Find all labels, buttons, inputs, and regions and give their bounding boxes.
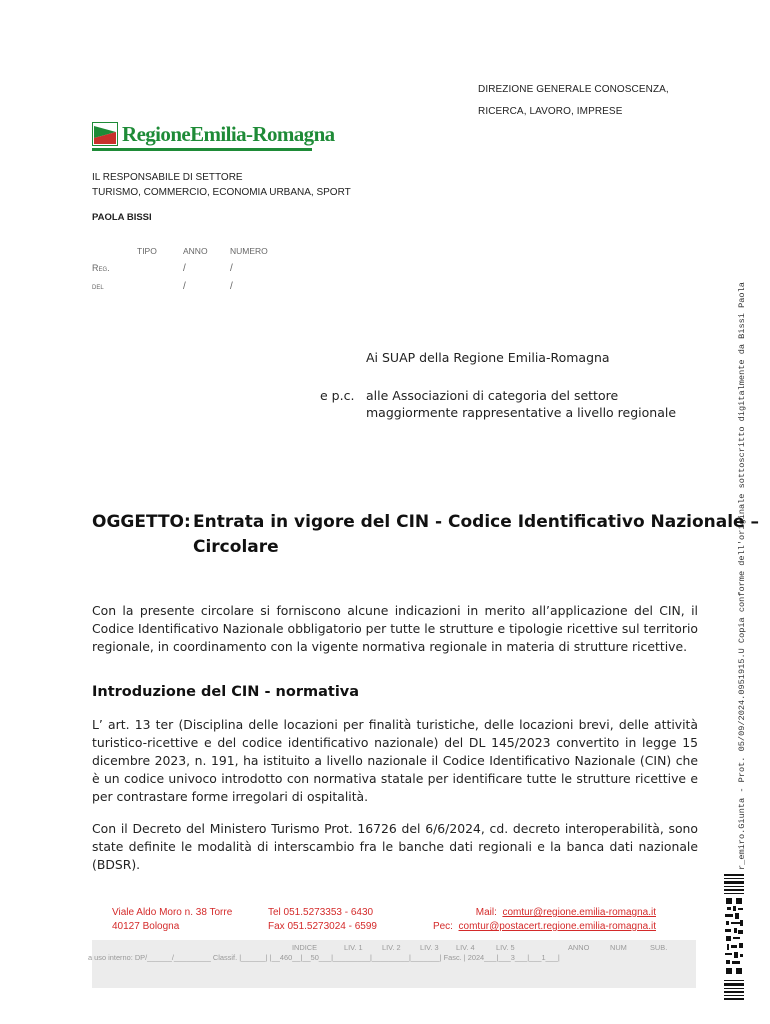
side-stamp-text: r_emiro.Giunta - Prot. 05/09/2024.0951915.U Copia conforme dell'originale sottoscritto digitalmente da Bissi Paola [737, 282, 747, 870]
footer-email [424, 906, 656, 934]
col-numero: NUMERO [230, 246, 268, 256]
mail-link[interactable]: comtur@regione.emilia-romagna.it [502, 907, 656, 918]
slash: / [183, 263, 186, 274]
footer-phone [268, 906, 377, 934]
hdr-liv5: LIV. 5 [496, 943, 515, 952]
fax-number: Fax 051.5273024 - 6599 [268, 921, 377, 932]
classification-row: a uso interno: DP/______/_________ Classif. |______| |__460__|__50___|_________|_________|_______| Fasc. | 2024___|___3___|___1___| [88, 953, 560, 962]
paragraph-normativa: L’ art. 13 ter (Disciplina delle locazioni per finalità turistiche, delle locazioni brevi, delle attività turistico-ricettive e del codice identificativo nazionale) del DL 145/2023 convertito in legge 15 dicembre 2023, n. 191, ha istituito a livello nazionale il Codice Identificativo Nazionale (CIN) che è un codice univoco introdotto con normativa statale per identificare tutte le strutture ricettive e per contrastare forme irregolari di ospitalità. [92, 717, 698, 804]
paragraph-intro: Con la presente circolare si forniscono alcune indicazioni in merito all’applicazione del CIN, il Codice Identificativo Nazionale obbligatorio per tutte le strutture e tipologie ricettive sul territorio regionale, in coordinamento con la vigente normativa regionale in materia di strutture ricettive. [92, 603, 698, 654]
pec-label: Pec: [432, 921, 453, 932]
paragraph-decreto: Con il Decreto del Ministero Turismo Prot. 16726 del 6/6/2024, cd. decreto interoperabilità, sono state definite le modalità di interscambio fra le banche dati regionali e la banca dati nazionale (BDSR). [92, 821, 698, 872]
cc-line-2: maggiormente rappresentative a livello regionale [366, 405, 677, 420]
department-header [478, 84, 669, 128]
slash: / [183, 281, 186, 292]
hdr-liv4: LIV. 4 [456, 943, 475, 952]
resp-line-2: TURISMO, COMMERCIO, ECONOMIA URBANA, SPORT [92, 187, 351, 198]
responsible-office [92, 170, 351, 200]
hdr-indice: INDICE [292, 943, 318, 952]
slash: / [230, 263, 233, 274]
subject-line-2: Circolare [193, 537, 279, 557]
tel-number: Tel 051.5273353 - 6430 [268, 907, 374, 918]
protocol-side-stamp [727, 190, 747, 870]
cc-line-1: alle Associazioni di categoria del settore [366, 388, 619, 403]
col-anno: ANNO [183, 246, 208, 256]
recipient-to: Ai SUAP della Regione Emilia-Romagna [366, 350, 610, 365]
address-line-1: Viale Aldo Moro n. 38 Torre [112, 907, 233, 918]
logo-text: RegioneEmilia-Romagna [122, 122, 335, 146]
hdr-anno: ANNO [568, 943, 590, 952]
signatory-name: PAOLA BISSI [92, 212, 152, 223]
cc-label: e p.c. [320, 388, 355, 403]
mail-label: Mail: [475, 907, 497, 918]
dept-line-1: DIREZIONE GENERALE CONOSCENZA, [478, 84, 669, 95]
section-heading: Introduzione del CIN - normativa [92, 684, 360, 700]
subject-label: OGGETTO: [92, 512, 191, 532]
col-tipo: TIPO [137, 246, 157, 256]
resp-line-1: IL RESPONSABILE DI SETTORE [92, 172, 243, 183]
footer-address [112, 906, 232, 934]
logo-underline [92, 148, 312, 151]
hdr-liv2: LIV. 2 [382, 943, 401, 952]
slash: / [230, 281, 233, 292]
classification-box [88, 940, 696, 988]
hdr-sub: SUB. [650, 943, 668, 952]
barcode-icon [724, 874, 744, 1000]
hdr-num: NUM [610, 943, 627, 952]
dept-line-2: RICERCA, LAVORO, IMPRESE [478, 106, 623, 117]
regione-logo [92, 120, 335, 152]
hdr-liv1: LIV. 1 [344, 943, 363, 952]
regione-emblem-icon [92, 122, 118, 146]
subject-line-1: Entrata in vigore del CIN - Codice Identificativo Nazionale – [193, 512, 760, 532]
address-line-2: 40127 Bologna [112, 921, 180, 932]
row-del: del [92, 281, 104, 291]
hdr-liv3: LIV. 3 [420, 943, 439, 952]
pec-link[interactable]: comtur@postacert.regione.emilia-romagna.it [458, 921, 656, 932]
row-reg: Reg. [92, 263, 110, 273]
